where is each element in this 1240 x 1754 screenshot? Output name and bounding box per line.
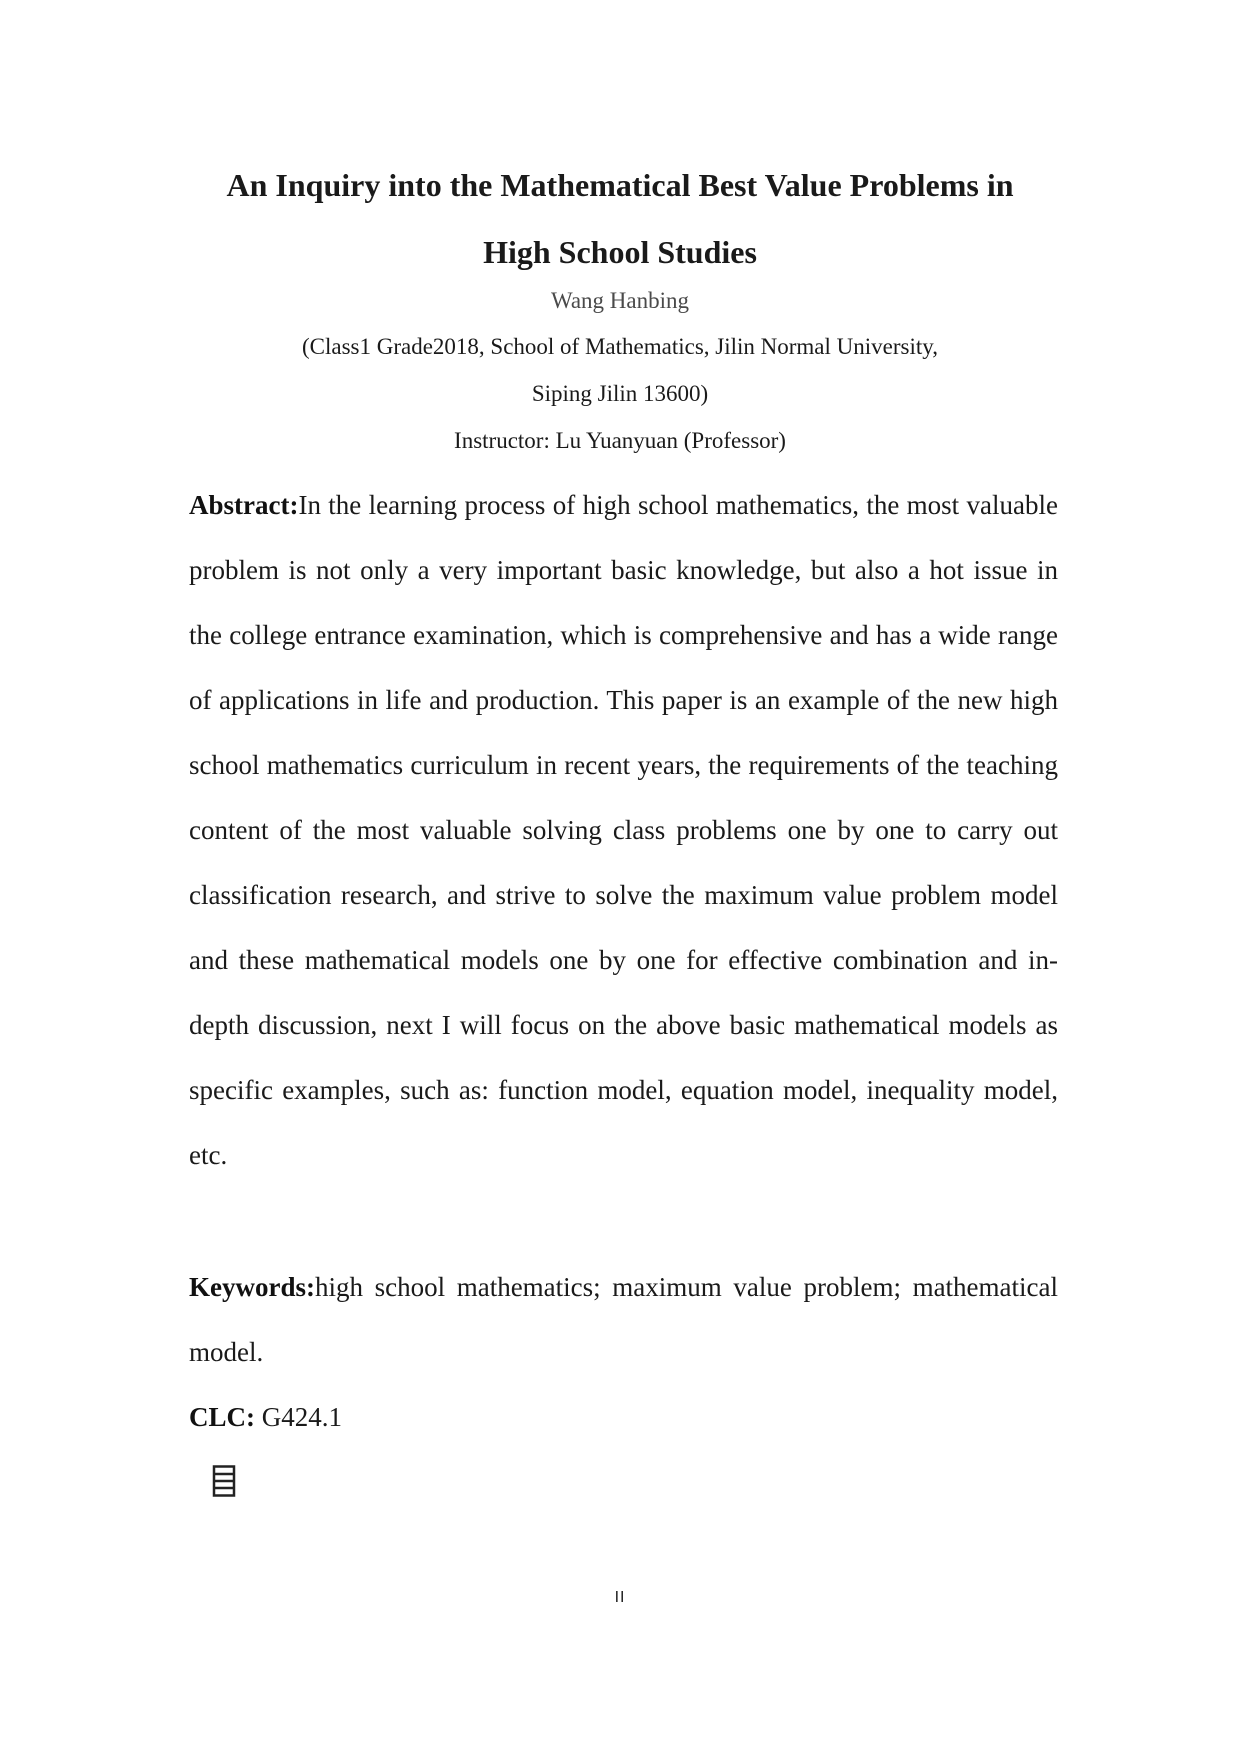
abstract-text: In the learning process of high school mathematics, the most valuable problem is not only a very important basic knowledge, but also a hot issue in the college entrance examination, which is comprehensive and has a wide range of applications in life and production. This paper is an example of the new high school mathematics curriculum in recent years, the requirements of the teaching content of the most valuable solving class problems one by one to carry out classification research, and strive to solve the maximum value problem model and these mathematical models one by one for effective combination and in-depth discussion, next I will focus on the above basic mathematical models as specific examples, such as: function model, equation model, inequality model, etc. [189, 490, 1058, 1170]
author-name: Wang Hanbing [550, 288, 690, 313]
abstract-paragraph [189, 473, 1058, 1188]
affiliation-line-2: Siping Jilin 13600) [531, 381, 709, 406]
paper-title-line-2: High School Studies [483, 234, 757, 270]
keywords-label: Keywords: [189, 1272, 315, 1302]
document-icon [212, 1465, 236, 1497]
clc-label: CLC: [189, 1402, 255, 1432]
keywords-paragraph [189, 1255, 1058, 1385]
clc-line [189, 1385, 1058, 1450]
page-number: II [614, 1588, 626, 1606]
abstract-label: Abstract: [189, 490, 299, 520]
clc-value: G424.1 [255, 1402, 342, 1432]
paper-title-line-1: An Inquiry into the Mathematical Best Value Problems in [226, 167, 1014, 203]
keywords-text: high school mathematics; maximum value problem; mathematical model. [189, 1272, 1058, 1367]
affiliation-line-1: (Class1 Grade2018, School of Mathematics, Jilin Normal University, [301, 334, 938, 359]
instructor: Instructor: Lu Yuanyuan (Professor) [454, 428, 786, 453]
